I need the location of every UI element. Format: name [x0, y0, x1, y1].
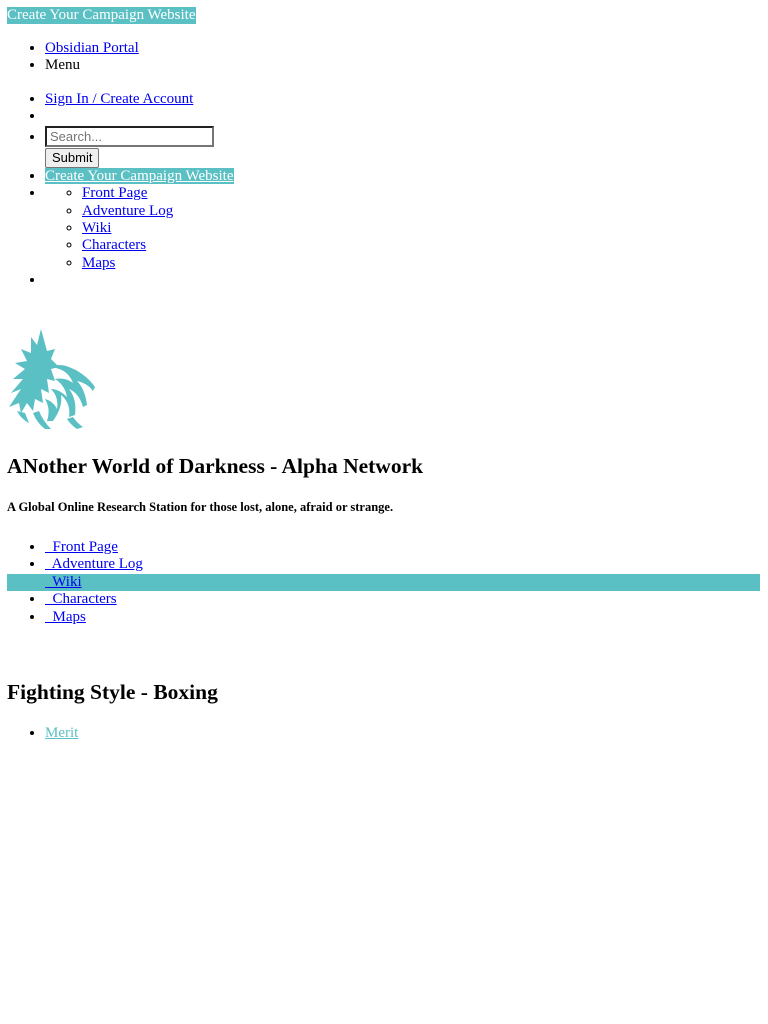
submit-button[interactable]: Submit: [45, 148, 99, 168]
dragon-logo-icon[interactable]: [7, 327, 95, 431]
main-nav-characters-link[interactable]: Characters: [45, 591, 117, 608]
sub-nav-item: [82, 203, 760, 220]
menu-toggle[interactable]: Menu: [45, 57, 80, 74]
sub-nav-front-page-link[interactable]: Front Page: [82, 185, 148, 202]
main-nav-item-characters: [45, 591, 760, 608]
sub-nav-item: [82, 237, 760, 254]
main-nav-item-wiki: [7, 574, 760, 591]
main-nav-item-maps: [45, 609, 760, 626]
user-nav: [45, 91, 760, 290]
top-nav-item-brand: [45, 40, 139, 57]
main-nav-wiki-link[interactable]: Wiki: [45, 573, 82, 590]
top-nav: [45, 40, 139, 75]
main-nav-item-adventure-log: [45, 556, 760, 573]
user-nav-item-signin: [45, 91, 760, 108]
user-nav-item-empty: [45, 108, 760, 125]
sub-nav-maps-link[interactable]: Maps: [82, 254, 116, 271]
main-nav-front-page-link[interactable]: Front Page: [45, 539, 118, 555]
campaign-title: ANother World of Darkness - Alpha Network: [7, 454, 424, 478]
user-nav-item-empty-2: [45, 272, 760, 289]
sub-nav-adventure-log-link[interactable]: Adventure Log: [82, 202, 174, 219]
search-input[interactable]: [45, 126, 214, 147]
create-campaign-top-link[interactable]: [7, 7, 196, 24]
campaign-main-nav: [45, 539, 760, 626]
sign-in-link[interactable]: Sign In / Create Account: [45, 91, 194, 107]
main-nav-item-front-page: [45, 539, 760, 556]
main-nav-adventure-log-link[interactable]: Adventure Log: [45, 556, 143, 573]
user-nav-item-search: [45, 126, 760, 168]
page-title: Fighting Style - Boxing: [7, 680, 218, 704]
search-form: [45, 126, 760, 168]
create-campaign-link[interactable]: Create Your Campaign Website: [45, 167, 234, 184]
tag-merit-link[interactable]: Merit: [45, 725, 79, 741]
user-nav-item-cta: [45, 168, 760, 185]
main-nav-maps-link[interactable]: Maps: [45, 608, 86, 625]
tag-list: [45, 725, 78, 742]
sub-nav-characters-link[interactable]: Characters: [82, 237, 147, 254]
top-nav-item-menu[interactable]: [45, 57, 139, 74]
obsidian-portal-link[interactable]: Obsidian Portal: [45, 40, 139, 56]
sub-nav-item: [82, 255, 760, 272]
create-campaign-top-label: Create Your Campaign Website: [7, 7, 196, 23]
user-nav-item-campaign: [45, 185, 760, 272]
sub-nav-item: [82, 220, 760, 237]
sub-nav-wiki-link[interactable]: Wiki: [82, 220, 112, 237]
campaign-tagline: A Global Online Research Station for those lost, alone, afraid or strange.: [7, 500, 394, 514]
tag-item: [45, 725, 78, 742]
sub-nav-item: [82, 185, 760, 202]
campaign-sub-nav: [45, 185, 760, 272]
